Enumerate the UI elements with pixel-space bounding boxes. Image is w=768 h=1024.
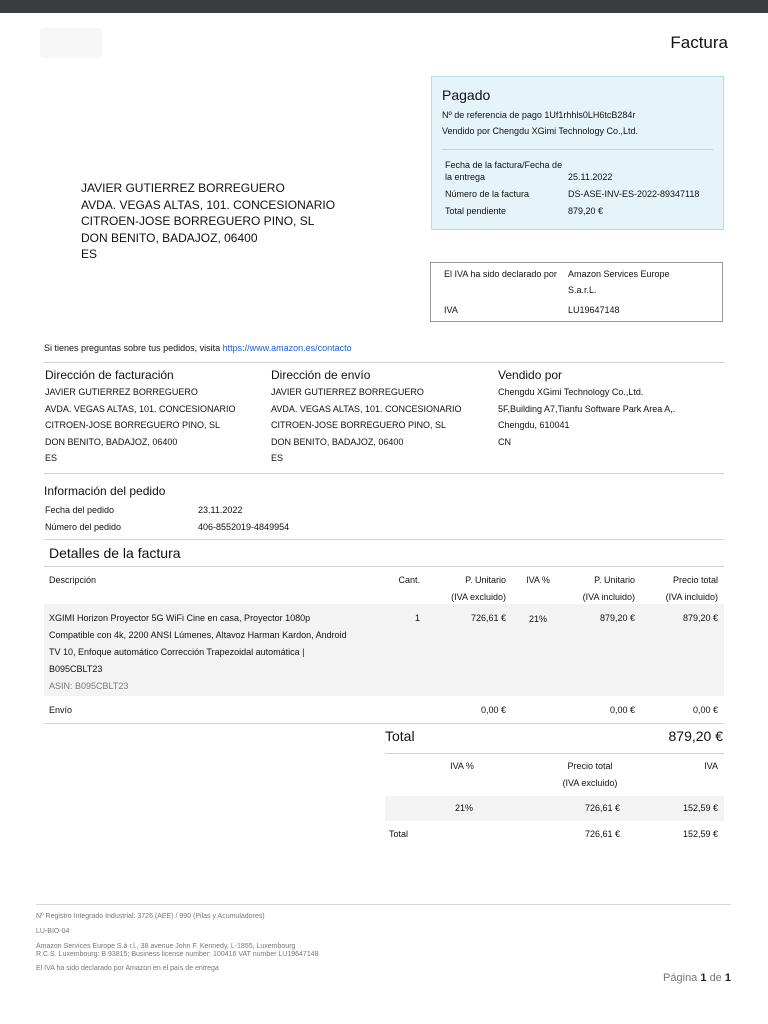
item-unit-ex: 726,61 €: [470, 613, 506, 623]
address-line: CITROEN-JOSE BORREGUERO PINO, SL: [81, 214, 315, 228]
order-info-title: Información del pedido: [44, 484, 166, 498]
vat-declared-value: Amazon Services Europe S.a.r.L.: [568, 269, 670, 295]
vat-summary-iva: 152,59 €: [682, 803, 718, 813]
footer-divider: [36, 904, 731, 905]
seller-line: 5F,Building A7,Tianfu Software Park Area A,.: [498, 403, 676, 414]
vat-declaration-box: [430, 262, 723, 322]
shipping-unit-ex: 0,00 €: [480, 705, 506, 715]
top-bar: [0, 0, 768, 13]
page-prefix: Página: [663, 972, 698, 984]
payment-summary-box: [431, 76, 724, 230]
divider: [44, 473, 724, 474]
col-total-line1: Precio total: [672, 575, 718, 585]
amount-due-value: 879,20 €: [568, 206, 604, 216]
payment-reference: Nº de referencia de pago 1Uf1rhhls0LH6tcB284r: [442, 110, 636, 120]
seller-line: Chengdu, 610041: [498, 420, 570, 430]
vat-summary-col-vat: IVA %: [450, 761, 474, 771]
col-unit-ex: [420, 572, 506, 606]
divider: [44, 723, 724, 724]
divider: [44, 566, 724, 567]
col-unit-in-line1: P. Unitario: [594, 575, 635, 585]
col-unit-ex-line1: P. Unitario: [465, 575, 506, 585]
grand-total-label: Total: [385, 728, 415, 744]
billing-line: CITROEN-JOSE BORREGUERO PINO, SL: [45, 420, 221, 430]
invoice-details-title: Detalles de la factura: [49, 545, 181, 561]
col-unit-ex-line2: (IVA excluido): [451, 592, 506, 602]
item-vat: 21%: [528, 614, 547, 624]
order-date-label: Fecha del pedido: [45, 505, 115, 515]
billing-address-title: Dirección de facturación: [45, 368, 174, 382]
address-line: DON BENITO, BADAJOZ, 06400: [81, 230, 258, 245]
vat-id-value: LU19647148: [568, 305, 620, 315]
customer-address: [81, 180, 335, 263]
address-line: ES: [81, 247, 98, 261]
payment-seller: Vendido por Chengdu XGimi Technology Co.,Ltd.: [442, 126, 638, 136]
item-description-line: B095CBLT23: [49, 664, 103, 674]
vat-summary-price: 726,61 €: [584, 803, 620, 813]
col-unit-in: [560, 572, 635, 606]
order-number-label: Número del pedido: [45, 522, 122, 532]
col-description: Descripción: [49, 575, 97, 585]
contact-link[interactable]: https://www.amazon.es/contacto: [222, 343, 352, 353]
payment-status: Pagado: [442, 87, 491, 103]
item-qty: 1: [414, 613, 420, 623]
footer-company-line2: R.C.S. Luxembourg: B 93815; Business license number: 100416 VAT number LU19647148: [36, 951, 319, 958]
seller-address: [498, 384, 675, 450]
footer-registry: Nº Registro Integrado Industrial: 3726 (AEE) / 990 (Pilas y Acumuladores): [36, 913, 265, 920]
item-description-line: Compatible con 4k, 2200 ANSI Lúmenes, Altavoz Harman Kardon, Android: [49, 630, 347, 640]
vat-summary-col-price-line1: Precio total: [567, 761, 613, 771]
shipping-line: ES: [271, 453, 284, 463]
seller-title: Vendido por: [498, 368, 563, 382]
shipping-line: CITROEN-JOSE BORREGUERO PINO, SL: [271, 420, 447, 430]
shipping-line: JAVIER GUTIERREZ BORREGUERO: [271, 387, 424, 397]
document-title: Factura: [670, 33, 728, 52]
page-total: 1: [724, 972, 731, 984]
page-current: 1: [700, 972, 707, 984]
invoice-date-label: Fecha de la factura/Fecha de la entrega: [445, 160, 563, 182]
vat-summary-col-price: [545, 758, 635, 792]
seller-line: Chengdu XGimi Technology Co.,Ltd.: [498, 387, 644, 397]
vat-summary-rate: 21%: [454, 803, 473, 813]
address-line: JAVIER GUTIERREZ BORREGUERO: [81, 181, 285, 195]
shipping-line: AVDA. VEGAS ALTAS, 101. CONCESIONARIO: [271, 403, 462, 414]
vat-summary-total-iva: 152,59 €: [682, 829, 718, 839]
col-total: [640, 572, 718, 606]
col-unit-in-line2: (IVA incluido): [582, 592, 635, 602]
invoice-number-value: DS-ASE-INV-ES-2022-89347118: [568, 189, 700, 199]
shipping-address: [271, 384, 462, 467]
questions-text: Si tienes preguntas sobre tus pedidos, visita: [44, 343, 223, 353]
col-qty: Cant.: [398, 575, 420, 585]
order-number-value: 406-8552019-4849954: [198, 522, 290, 532]
address-line: AVDA. VEGAS ALTAS, 101. CONCESIONARIO: [81, 197, 336, 212]
seller-line: CN: [498, 436, 511, 447]
grand-total-value: 879,20 €: [668, 728, 723, 744]
questions-line: [44, 343, 352, 353]
order-date-value: 23.11.2022: [198, 505, 243, 515]
footer-company-line1: Amazon Services Europe S.à r.l., 38 avenue John F. Kennedy, L-1855, Luxembourg: [36, 943, 296, 950]
item-description-line: XGIMI Horizon Proyector 5G WiFi Cine en casa, Proyector 1080p: [49, 613, 311, 623]
vat-summary-total-label: Total: [389, 829, 409, 839]
footer-code: LU-BIO-04: [36, 928, 70, 935]
vat-id-label: IVA: [444, 305, 458, 315]
billing-line: JAVIER GUTIERREZ BORREGUERO: [45, 387, 198, 397]
col-vat: IVA %: [526, 575, 550, 585]
shipping-total: 0,00 €: [692, 705, 718, 715]
vat-summary-col-price-line2: (IVA excluido): [562, 778, 618, 788]
billing-line: ES: [45, 453, 58, 463]
vat-summary-col-iva: IVA: [704, 761, 718, 771]
vat-declared-label: El IVA ha sido declarado por: [444, 269, 557, 279]
item-asin: ASIN: B095CBLT23: [49, 681, 129, 691]
billing-address: [45, 384, 236, 467]
col-total-line2: (IVA incluido): [665, 592, 718, 602]
divider: [44, 539, 724, 540]
item-total: 879,20 €: [682, 613, 718, 623]
item-unit-in: 879,20 €: [599, 613, 635, 623]
shipping-line: DON BENITO, BADAJOZ, 06400: [271, 436, 404, 447]
amount-due-label: Total pendiente: [445, 206, 507, 216]
divider: [44, 362, 724, 363]
invoice-date-value: 25.11.2022: [568, 172, 613, 182]
footer-vat-note: El IVA ha sido declarado por Amazon en el país de entrega: [36, 965, 219, 972]
payment-divider: [442, 149, 713, 150]
billing-line: DON BENITO, BADAJOZ, 06400: [45, 436, 178, 447]
item-description: [49, 610, 379, 695]
divider: [385, 753, 724, 754]
item-description-line: TV 10, Enfoque automático Corrección Trapezoidal automática |: [49, 647, 305, 657]
vat-summary-total-price: 726,61 €: [584, 829, 620, 839]
logo-placeholder: [40, 28, 102, 58]
shipping-unit-in: 0,00 €: [609, 705, 635, 715]
page-number: [663, 972, 731, 984]
shipping-label: Envío: [49, 705, 73, 715]
invoice-number-label: Número de la factura: [445, 189, 530, 199]
shipping-address-title: Dirección de envío: [271, 368, 371, 382]
page-sep: de: [709, 972, 722, 984]
billing-line: AVDA. VEGAS ALTAS, 101. CONCESIONARIO: [45, 403, 236, 414]
